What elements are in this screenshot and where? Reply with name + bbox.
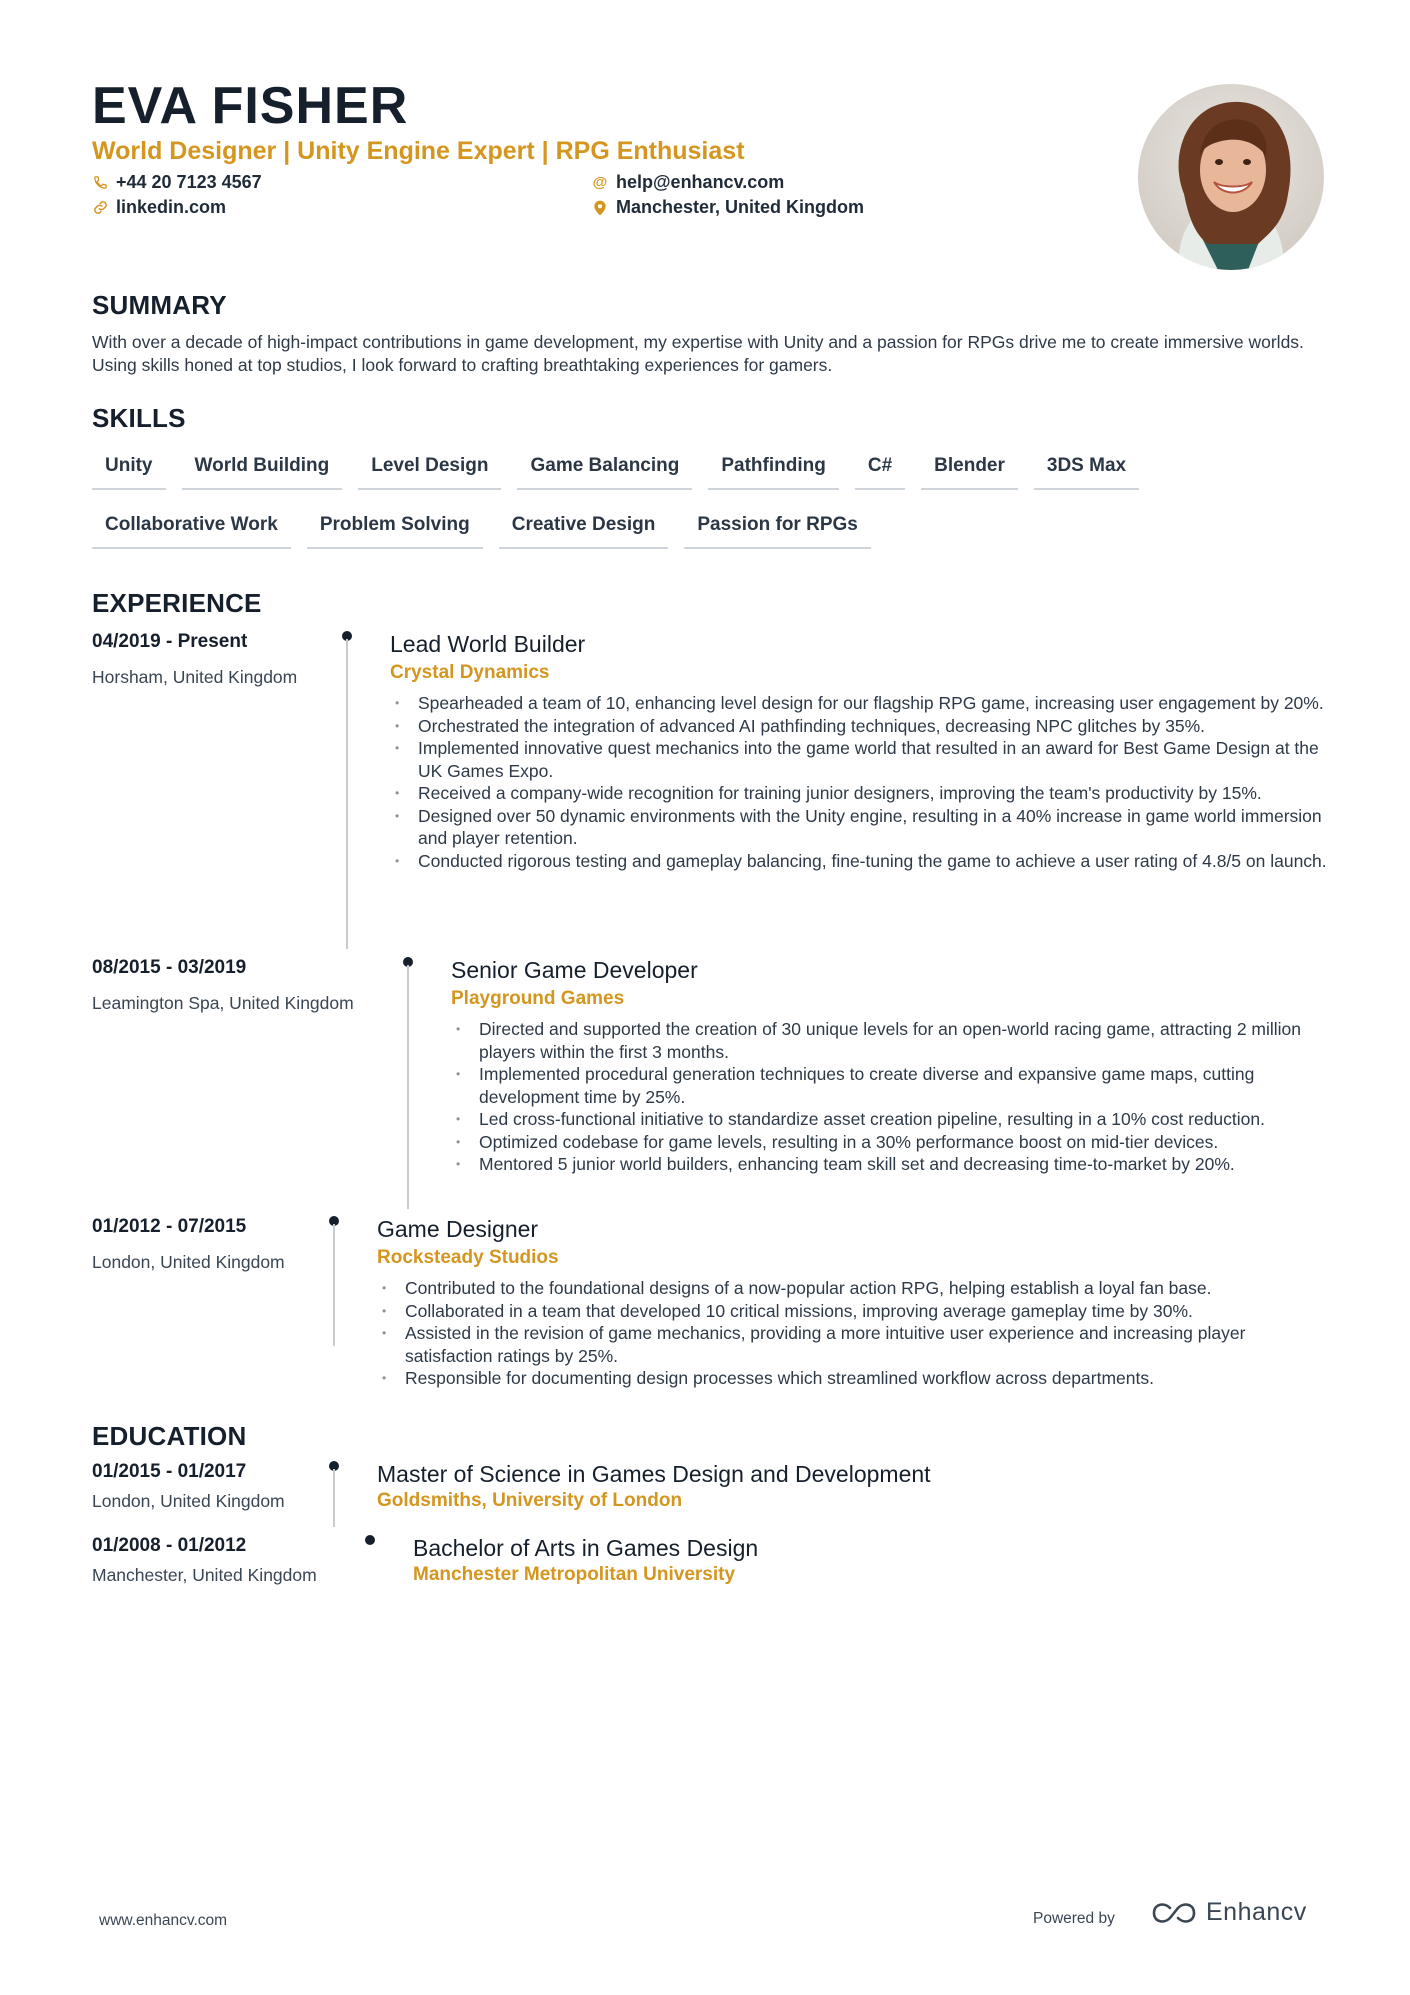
list-item: • Led cross-functional initiative to standardize asset creation pipeline, resulting in a 10% cost reduction. xyxy=(451,1108,1328,1131)
education-degree: Bachelor of Arts in Games Design xyxy=(413,1535,759,1561)
education-entry xyxy=(92,1461,1328,1525)
footer-powered-by: Powered by xyxy=(1033,1910,1115,1927)
entry-company: Rocksteady Studios xyxy=(377,1247,559,1268)
education-entry xyxy=(92,1535,1328,1599)
timeline-dot xyxy=(365,1535,375,1545)
skill-chip: Passion for RPGs xyxy=(684,504,871,549)
skill-chip: C# xyxy=(855,445,905,490)
list-item: • Implemented innovative quest mechanics into the game world that resulted in an award for Best Game Design at the UK Games Expo. xyxy=(390,737,1328,782)
entry-bullets xyxy=(451,1018,1328,1176)
timeline-line xyxy=(346,639,348,949)
skill-chip: Pathfinding xyxy=(708,445,838,490)
list-item: • Optimized codebase for game levels, resulting in a 30% performance boost on mid-tier devices. xyxy=(451,1131,1328,1154)
experience-entry xyxy=(92,1216,1328,1388)
skill-chip: Creative Design xyxy=(499,504,669,549)
entry-role: Game Designer xyxy=(377,1216,539,1242)
list-item: • Spearheaded a team of 10, enhancing level design for our flagship RPG game, increasing user engagement by 20%. xyxy=(390,692,1328,715)
skill-chip: Blender xyxy=(921,445,1018,490)
candidate-name: EVA FISHER xyxy=(92,77,409,135)
list-item: • Orchestrated the integration of advanced AI pathfinding techniques, decreasing NPC glitches by 35%. xyxy=(390,715,1328,738)
phone-icon xyxy=(92,175,108,191)
experience-entry xyxy=(92,631,1328,949)
entry-location: Manchester, United Kingdom xyxy=(92,1565,317,1585)
link-icon xyxy=(92,200,108,216)
timeline-line xyxy=(333,1224,335,1346)
email-text: help@enhancv.com xyxy=(616,172,785,192)
contact-phone[interactable] xyxy=(92,172,262,193)
education-school: Goldsmiths, University of London xyxy=(377,1490,683,1511)
entry-company: Playground Games xyxy=(451,988,625,1009)
contact-email[interactable] xyxy=(592,172,784,193)
list-item: • Assisted in the revision of game mechanics, providing a more intuitive user experience and increasing player satisfaction ratings by 25%. xyxy=(377,1322,1328,1367)
education-heading: EDUCATION xyxy=(92,1421,247,1451)
experience-heading: EXPERIENCE xyxy=(92,588,262,618)
entry-bullets xyxy=(377,1277,1328,1390)
skill-chip: Level Design xyxy=(358,445,501,490)
timeline-line xyxy=(333,1469,335,1527)
footer-website-link[interactable]: www.enhancv.com xyxy=(99,1912,228,1929)
list-item: • Responsible for documenting design processes which streamlined workflow across departments. xyxy=(377,1367,1328,1390)
entry-bullets xyxy=(390,692,1328,872)
location-text: Manchester, United Kingdom xyxy=(616,197,865,217)
candidate-headline: World Designer | Unity Engine Expert | RPG Enthusiast xyxy=(92,137,745,165)
entry-role: Senior Game Developer xyxy=(451,957,698,983)
phone-text: +44 20 7123 4567 xyxy=(116,172,262,192)
at-icon: @ xyxy=(592,174,608,191)
summary-heading: SUMMARY xyxy=(92,290,227,320)
enhancv-logo[interactable] xyxy=(1150,1898,1307,1927)
summary-text: With over a decade of high-impact contributions in game development, my expertise with Unity and a passion for RPGs drive me to create immersive worlds. Using skills honed at top studios, I look forward to crafting breathtaking experiences for gamers. xyxy=(92,332,1304,375)
skill-chip: Collaborative Work xyxy=(92,504,291,549)
contact-linkedin[interactable] xyxy=(92,197,226,218)
list-item: • Mentored 5 junior world builders, enhancing team skill set and decreasing time-to-market by 20%. xyxy=(451,1153,1328,1176)
skills-row-2 xyxy=(92,504,871,549)
skill-chip: World Building xyxy=(182,445,343,490)
entry-location: London, United Kingdom xyxy=(92,1491,285,1511)
list-item: • Implemented procedural generation techniques to create diverse and expansive game maps, cutting development time by 25%. xyxy=(451,1063,1328,1108)
entry-date: 01/2012 - 07/2015 xyxy=(92,1216,247,1237)
education-degree: Master of Science in Games Design and Development xyxy=(377,1461,931,1487)
enhancv-logo-icon xyxy=(1150,1900,1198,1926)
list-item: • Collaborated in a team that developed 10 critical missions, improving average gameplay time by 30%. xyxy=(377,1300,1328,1323)
contact-location xyxy=(592,197,864,218)
enhancv-brand-text: Enhancv xyxy=(1206,1898,1307,1926)
entry-date: 08/2015 - 03/2019 xyxy=(92,957,247,978)
profile-photo xyxy=(1138,84,1324,270)
experience-entry xyxy=(92,957,1328,1209)
skills-heading: SKILLS xyxy=(92,403,186,433)
entry-date: 01/2015 - 01/2017 xyxy=(92,1461,247,1482)
list-item: • Received a company-wide recognition for training junior designers, improving the team's productivity by 15%. xyxy=(390,782,1328,805)
list-item: • Conducted rigorous testing and gameplay balancing, fine-tuning the game to achieve a user rating of 4.8/5 on launch. xyxy=(390,850,1328,873)
skill-chip: Problem Solving xyxy=(307,504,483,549)
entry-role: Lead World Builder xyxy=(390,631,586,657)
entry-company: Crystal Dynamics xyxy=(390,662,550,683)
list-item: • Contributed to the foundational designs of a now-popular action RPG, helping establish a loyal fan base. xyxy=(377,1277,1328,1300)
location-pin-icon xyxy=(592,200,608,216)
skills-row-1 xyxy=(92,445,1139,490)
entry-date: 04/2019 - Present xyxy=(92,631,248,652)
entry-location: London, United Kingdom xyxy=(92,1252,285,1272)
linkedin-text: linkedin.com xyxy=(116,197,227,217)
skill-chip: 3DS Max xyxy=(1034,445,1139,490)
entry-date: 01/2008 - 01/2012 xyxy=(92,1535,247,1556)
list-item: • Directed and supported the creation of 30 unique levels for an open-world racing game, attracting 2 million players within the first 3 months. xyxy=(451,1018,1328,1063)
skill-chip: Unity xyxy=(92,445,166,490)
timeline-line xyxy=(407,965,409,1209)
list-item: • Designed over 50 dynamic environments with the Unity engine, resulting in a 40% increase in game world immersion and player retention. xyxy=(390,805,1328,850)
education-school: Manchester Metropolitan University xyxy=(413,1564,736,1585)
skill-chip: Game Balancing xyxy=(517,445,692,490)
entry-location: Leamington Spa, United Kingdom xyxy=(92,993,354,1013)
entry-location: Horsham, United Kingdom xyxy=(92,667,298,687)
